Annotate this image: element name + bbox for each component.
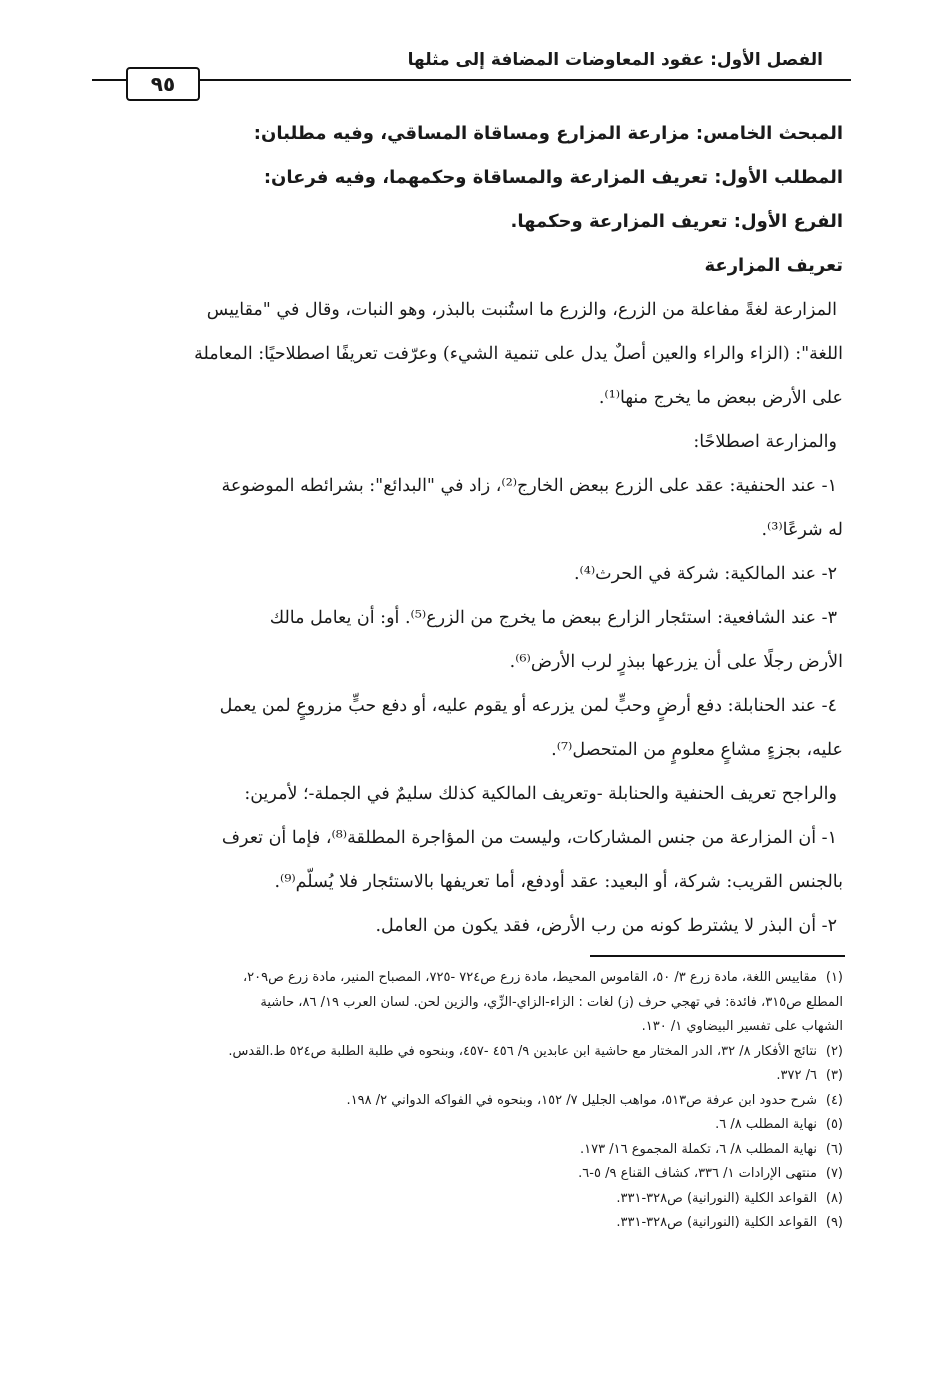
footnote: [95, 1162, 843, 1187]
paragraph-line: ٢- عند المالكية: شركة في الحرث⁽⁴⁾.: [573, 564, 837, 584]
paragraph-line: اللغة": (الزاء والراء والعين أصلٌ يدل على تنمية الشيء) وعرّفت تعريفًا اصطلاحيًا: المعاملة: [194, 344, 843, 364]
footnote: [95, 1211, 843, 1236]
definition-heading: تعريف المزارعة: [704, 255, 843, 276]
footnote-text: شرح حدود ابن عرفة ص٥١٣، مواهب الجليل ٧/ ١٥٢، وبنحوه في الفواكه الدواني ٢/ ١٩٨.: [346, 1092, 817, 1108]
footnote-number: (٦): [825, 1141, 843, 1157]
paragraph-line: ١- أن المزارعة من جنس المشاركات، وليست من المؤاجرة المطلقة⁽⁸⁾، فإما أن تعرف: [221, 828, 837, 848]
footnote: [95, 1064, 843, 1089]
footnote-number: (٩): [825, 1215, 843, 1230]
paragraph-line: والراجح تعريف الحنفية والحنابلة -وتعريف المالكية كذلك سليمٌ في الجملة-؛ لأمرين:: [244, 784, 837, 804]
footnote-number: (٨): [825, 1190, 843, 1206]
paragraph-line: على الأرض ببعض ما يخرج منها⁽¹⁾.: [598, 388, 843, 408]
paragraph-line: ٢- أن البذر لا يشترط كونه من رب الأرض، فقد يكون من العامل.: [375, 916, 837, 936]
page-number: ٩٥: [126, 67, 200, 101]
subsection-heading: المطلب الأول: تعريف المزارعة والمساقاة وحكمهما، وفيه فرعان:: [263, 167, 843, 188]
footnote-continuation: الشهاب على تفسير البيضاوي ١/ ١٣٠.: [641, 1019, 843, 1034]
footnote: [95, 1138, 843, 1163]
footnote: [95, 1187, 843, 1212]
footnote-text: مقاييس اللغة، مادة زرع ٣/ ٥٠، القاموس المحيط، مادة زرع ص٧٢٤ -٧٢٥، المصباح المنير، مادة زرع ص٢٠٩،: [242, 970, 817, 985]
paragraph-line: والمزارعة اصطلاحًا:: [693, 432, 837, 452]
footnote: [95, 1040, 843, 1065]
paragraph-line: ٣- عند الشافعية: استئجار الزارع ببعض ما يخرج من الزرع⁽⁵⁾. أو: أن يعامل مالك: [269, 608, 837, 628]
paragraph-line: بالجنس القريب: شركة، أو البعيد: عقد أودفع، أما تعريفها بالاستئجار فلا يُسلّم⁽⁹⁾.: [274, 872, 843, 892]
footnote-number: (٧): [825, 1166, 843, 1181]
chapter-title: الفصل الأول: عقود المعاوضات المضافة إلى مثلها: [407, 50, 823, 70]
paragraph-line: ٤- عند الحنابلة: دفع أرضٍ وحبٍّ لمن يزرعه أو يقوم عليه، أو دفع حبٍّ مزروعٍ لمن يعمل: [219, 696, 837, 716]
footnote-separator: [590, 955, 845, 957]
footnote-number: (٤): [825, 1092, 843, 1108]
footnote-number: (٣): [825, 1068, 843, 1083]
footnote-text: القواعد الكلية (النورانية) ص٣٢٨-٣٣١.: [616, 1215, 817, 1230]
footnote-text: نتائج الأفكار ٨/ ٣٢، الدر المختار مع حاشية ابن عابدين ٩/ ٤٥٦ -٤٥٧، وبنحوه في طلبة الطلبة ص٥٢٤ ط.القدس.: [228, 1043, 817, 1059]
footnotes: [95, 966, 843, 1236]
footnote: [95, 966, 843, 991]
footnote-continuation: المطلع ص٣١٥، فائدة: في تهجي حرف (ز) لغات : الزاء-الزاي-الزِّي، والزين لحن. لسان العرب ١٩/ ٨٦، حاشية: [260, 994, 843, 1010]
footnote-text: منتهى الإرادات ١/ ٣٣٦، كشاف القناع ٩/ ٥-٦.: [578, 1166, 817, 1181]
footnote-number: (٢): [825, 1043, 843, 1059]
section-heading: المبحث الخامس: مزارعة المزارع ومساقاة المساقي، وفيه مطلبان:: [253, 123, 843, 144]
paragraph-line: له شرعًا⁽³⁾.: [761, 520, 843, 540]
main-text: [95, 112, 843, 948]
branch-heading: الفرع الأول: تعريف المزارعة وحكمها.: [510, 211, 843, 232]
footnote-number: (١): [825, 970, 843, 985]
paragraph-line: المزارعة لغةً مفاعلة من الزرع، والزرع ما استُنبت بالبذر، وهو النبات، وقال في "مقاييس: [206, 300, 837, 320]
footnote-text: نهاية المطلب ٨/ ٦.: [715, 1117, 817, 1132]
footnote-text: ٦/ ٣٧٢.: [776, 1068, 817, 1083]
footnote-text: نهاية المطلب ٨/ ٦، تكملة المجموع ١٦/ ١٧٣.: [580, 1141, 817, 1157]
footnote-number: (٥): [825, 1117, 843, 1132]
header-rule: [92, 79, 851, 81]
footnote: [95, 1113, 843, 1138]
footnote-text: القواعد الكلية (النورانية) ص٣٢٨-٣٣١.: [616, 1190, 817, 1206]
paragraph-line: ١- عند الحنفية: عقد على الزرع ببعض الخارج⁽²⁾، زاد في "البدائع": بشرائطه الموضوعة: [221, 476, 837, 496]
paragraph-line: عليه، بجزءٍ مشاعٍ معلومٍ من المتحصل⁽⁷⁾.: [551, 740, 843, 760]
paragraph-line: الأرض رجلًا على أن يزرعها ببذرٍ لرب الأرض⁽⁶⁾.: [509, 652, 843, 672]
footnote: [95, 1089, 843, 1114]
